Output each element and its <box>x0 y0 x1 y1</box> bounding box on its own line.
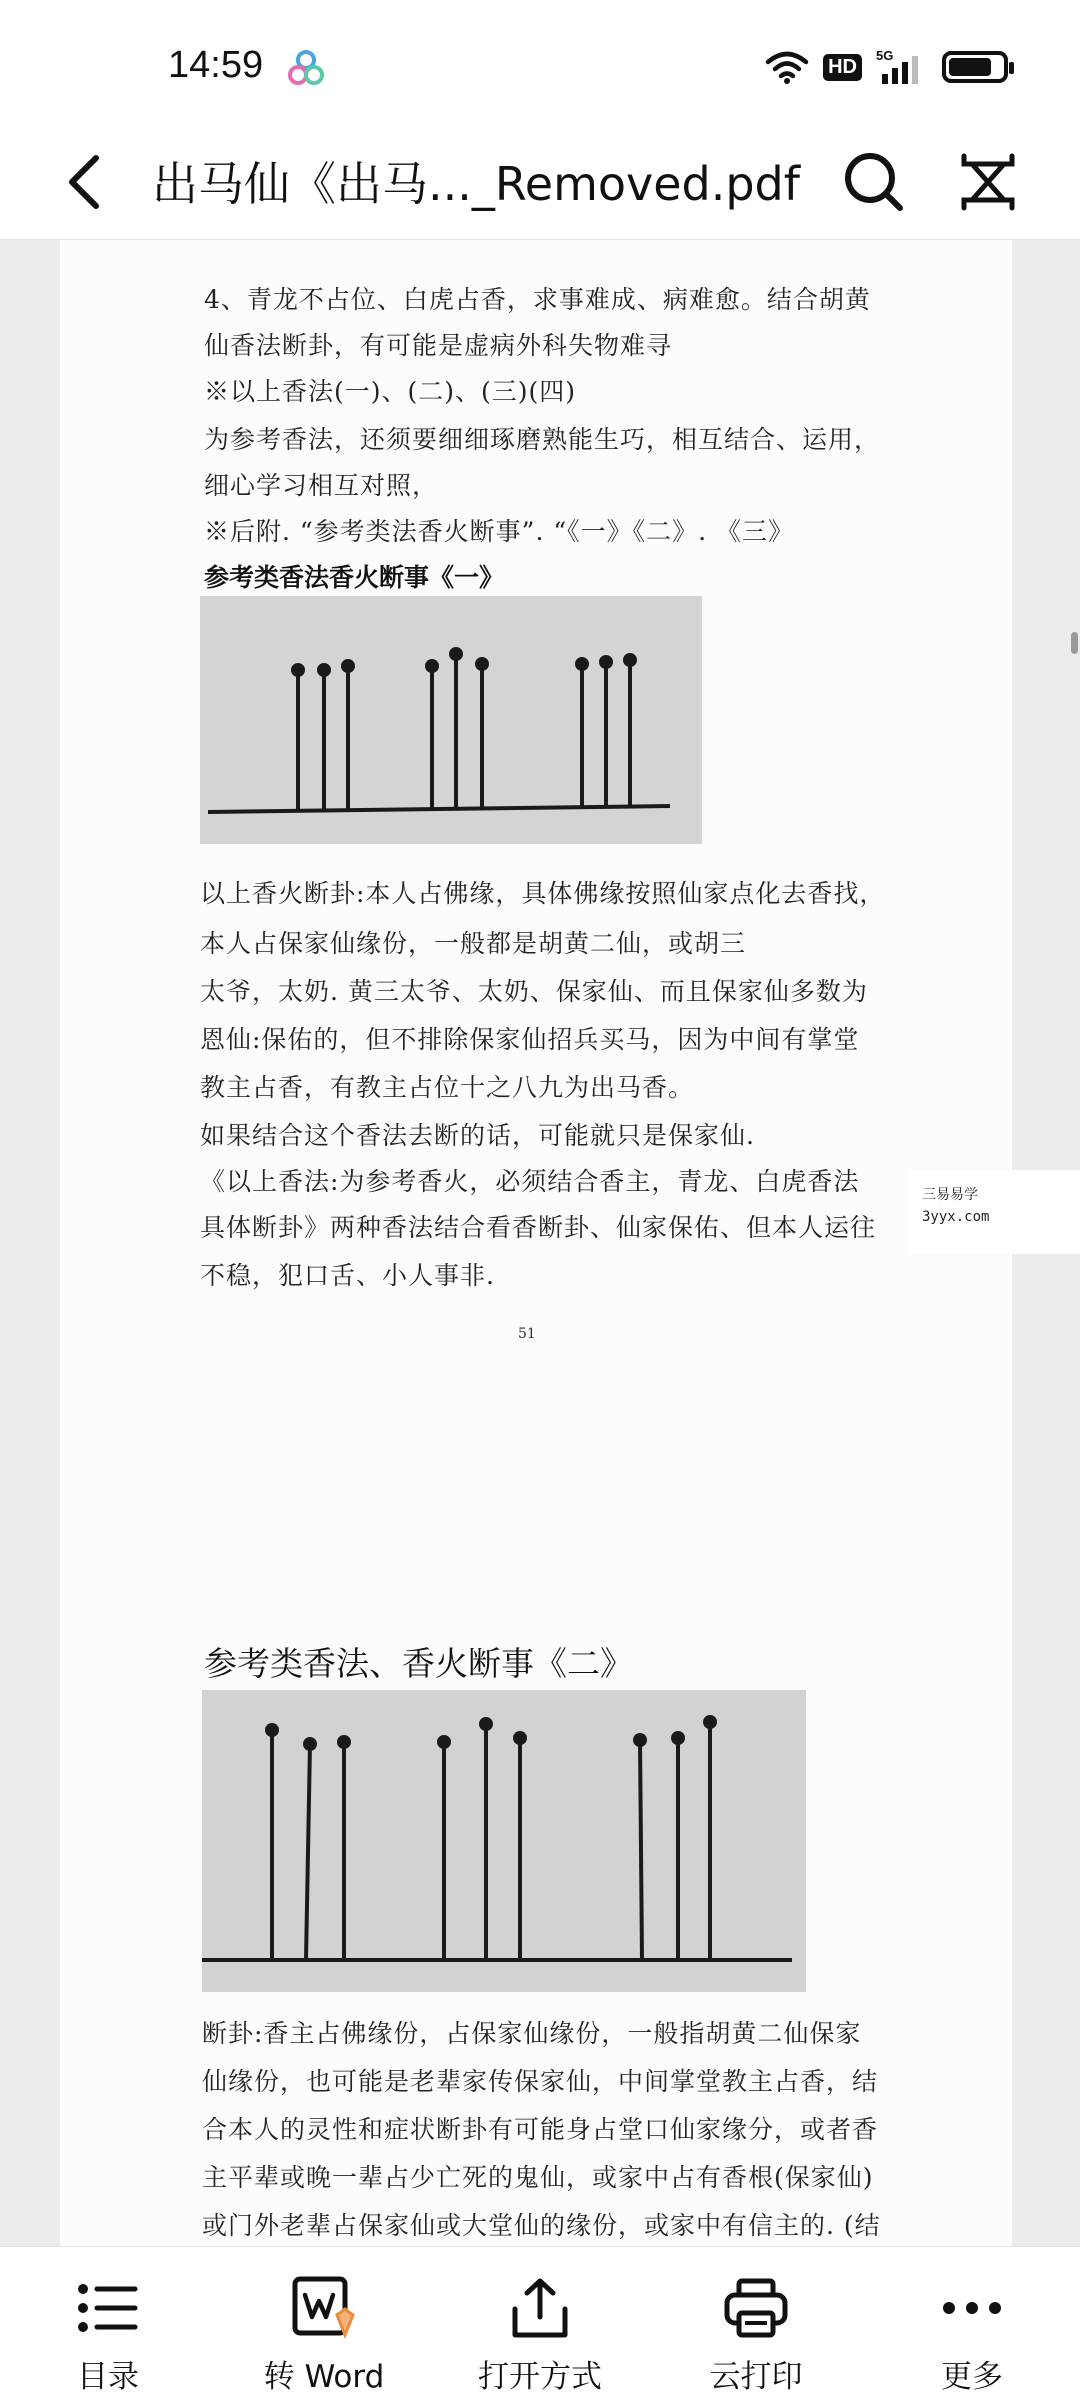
scrollbar-thumb[interactable] <box>1071 632 1078 654</box>
open-with-button[interactable] <box>432 2247 648 2400</box>
text-line: 细心学习相互对照， <box>204 471 439 500</box>
text-line: 如果结合这个香法去断的话，可能就只是保家仙. <box>200 1121 755 1150</box>
cloud-print-label: 云打印 <box>709 2359 803 2395</box>
text-line: 为参考香法，还须要细细琢磨熟能生巧，相互结合、运用， <box>204 425 881 454</box>
text-line: ※后附. “参考类法香火断事”. “《一》《二》. 《三》 <box>204 517 795 546</box>
convert-word-label: 转 Word <box>263 2359 385 2395</box>
section-heading: 参考类香法香火断事《一》 <box>204 563 505 592</box>
back-button[interactable] <box>58 142 118 222</box>
more-label: 更多 <box>941 2359 1003 2395</box>
network-type-label: 5G <box>876 48 894 63</box>
status-indicators <box>765 46 1008 88</box>
text-line: 断卦:香主占佛缘份，占保家仙缘份，一般指胡黄二仙保家 <box>202 2019 862 2048</box>
incense-diagram <box>202 1690 806 1992</box>
bottom-toolbar <box>0 2246 1080 2400</box>
text-line: 太爷，太奶. 黄三太爷、太奶、保家仙、而且保家仙多数为 <box>200 977 868 1006</box>
text-line: 恩仙:保佑的，但不排除保家仙招兵买马，因为中间有掌堂 <box>200 1025 860 1054</box>
cloud-print-button[interactable] <box>648 2247 864 2400</box>
pdf-page-52 <box>60 1518 1012 2246</box>
cellular-signal-icon <box>876 48 928 86</box>
incense-diagram <box>200 596 702 844</box>
text-line: 不稳，犯口舌、小人事非. <box>200 1261 495 1290</box>
more-button[interactable] <box>864 2247 1080 2400</box>
text-line: ※以上香法(一)、(二)、(三)(四) <box>204 377 577 406</box>
watermark-site: 3yyx.com <box>922 1209 990 1225</box>
text-line: 具体断卦》两种香法结合看香断卦、仙家保佑、但本人运往 <box>200 1213 877 1242</box>
watermark <box>908 1170 1080 1254</box>
page-number: 51 <box>518 1326 536 1342</box>
wifi-icon <box>765 50 809 84</box>
share-icon <box>505 2273 575 2343</box>
printer-icon <box>721 2273 791 2343</box>
close-icon <box>964 156 1012 208</box>
list-icon <box>73 2273 143 2343</box>
status-time: 14:59 <box>168 44 264 86</box>
watermark-name: 三易易学 <box>922 1187 978 1203</box>
text-line: 以上香火断卦:本人占佛缘，具体佛缘按照仙家点化去香找， <box>200 879 886 908</box>
convert-word-button[interactable] <box>216 2247 432 2400</box>
text-line: 教主占香，有教主占位十之八九为出马香。 <box>200 1073 695 1102</box>
section-heading: 参考类香法、香火断事《二》 <box>204 1644 633 1683</box>
text-line: 或门外老辈占保家仙或大堂仙的缘份，或家中有信主的. (结 <box>202 2211 881 2240</box>
back-arrow-icon <box>72 158 96 206</box>
status-bar <box>0 0 1080 130</box>
hd-badge: HD <box>823 54 862 81</box>
convert-word-icon <box>289 2273 359 2343</box>
text-line: 本人占保家仙缘份，一般都是胡黄二仙，或胡三 <box>200 929 747 958</box>
text-line: 4、青龙不占位、白虎占香，求事难成、病难愈。结合胡黄 <box>204 285 871 314</box>
toc-button[interactable] <box>0 2247 216 2400</box>
text-line: 仙缘份，也可能是老辈家传保家仙，中间掌堂教主占香，结 <box>202 2067 879 2096</box>
title-bar <box>0 130 1080 240</box>
search-button[interactable] <box>838 146 910 218</box>
text-line: 主平辈或晚一辈占少亡死的鬼仙，或家中占有香根(保家仙) <box>202 2163 874 2192</box>
open-with-label: 打开方式 <box>478 2359 602 2395</box>
battery-level <box>949 58 991 76</box>
text-line: 合本人的灵性和症状断卦有可能身占堂口仙家缘分，或者香 <box>202 2115 879 2144</box>
document-title: 出马仙《出马..._Removed.pdf <box>152 157 800 211</box>
text-line: 《以上香法:为参考香火，必须结合香主，青龙、白虎香法 <box>200 1167 860 1196</box>
toc-label: 目录 <box>77 2359 139 2395</box>
app-notification-icon <box>286 48 326 88</box>
pdf-page-51 <box>60 240 1012 1724</box>
more-icon <box>937 2273 1007 2343</box>
battery-icon <box>942 51 1008 83</box>
close-button[interactable] <box>958 146 1018 218</box>
pdf-viewer[interactable] <box>0 240 1080 2246</box>
text-line: 仙香法断卦，有可能是虚病外科失物难寻 <box>204 331 673 360</box>
